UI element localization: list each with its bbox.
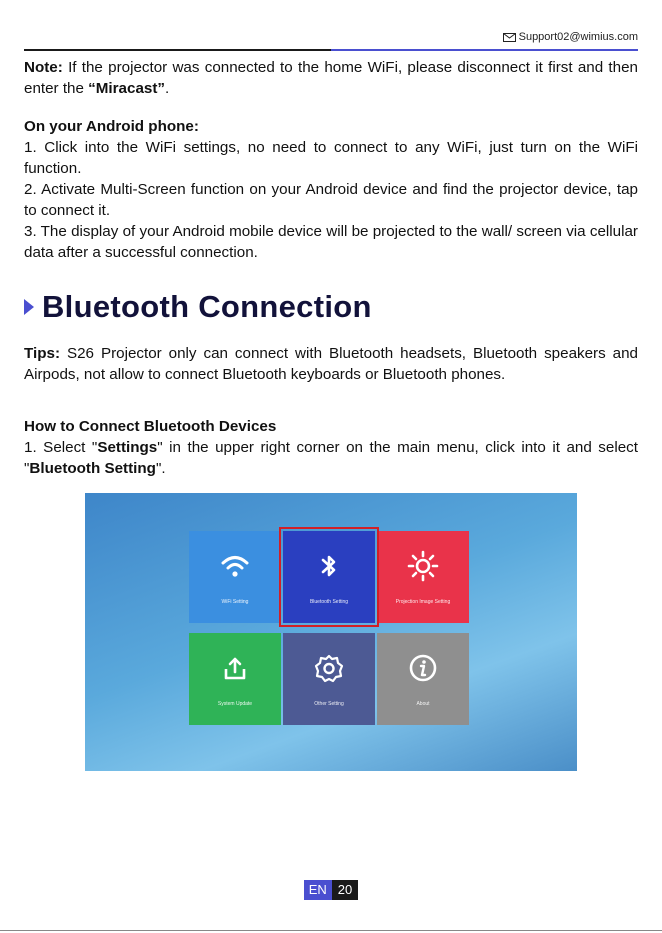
info-icon [406, 651, 440, 685]
triangle-bullet-icon [24, 299, 34, 315]
tile-about [377, 633, 469, 725]
tile-other-setting [283, 633, 375, 725]
tile-label: WiFi Setting [221, 599, 249, 605]
language-label: EN [304, 880, 332, 900]
howto-step-1 [24, 437, 638, 479]
tile-projection-image-setting [377, 531, 469, 623]
howto-step-text-a: 1. Select " [24, 439, 98, 456]
howto-settings-term: Settings [97, 439, 158, 456]
tile-label: Bluetooth Setting [309, 599, 349, 605]
tile-wifi-setting [189, 531, 281, 623]
page-number: 20 [332, 880, 358, 900]
tips-label: Tips: [24, 345, 61, 362]
mail-icon [503, 33, 516, 42]
section-title [24, 289, 372, 325]
page-number-badge [304, 880, 359, 900]
howto-bluetooth-term: Bluetooth Setting [29, 460, 156, 477]
note-text-a: If the projector was connected to the home WiFi, please disconnect it first and then enter the [24, 59, 638, 97]
section-title-text: Bluetooth Connection [42, 289, 372, 324]
support-email-text: Support02@wimius.com [518, 31, 638, 43]
gear-icon [312, 651, 346, 685]
howto-section [24, 416, 638, 479]
support-email [503, 31, 638, 43]
tile-label: Other Setting [314, 701, 344, 707]
tips-paragraph [24, 343, 638, 385]
note-text-b: . [165, 80, 170, 97]
bottom-rule [0, 930, 662, 931]
brightness-icon [406, 549, 440, 583]
bluetooth-highlight-box [279, 527, 379, 627]
howto-step-text-c: ". [155, 460, 166, 477]
android-step-2: 2. Activate Multi-Screen function on your Android device and find the projector device, tap to connect it. [24, 181, 638, 219]
android-heading: On your Android phone: [24, 118, 199, 135]
tile-label: About [416, 701, 430, 707]
tips-text: S26 Projector only can connect with Bluetooth headsets, Bluetooth speakers and Airpods, not allow to connect Bluetooth keyboards or Bluetooth phones. [24, 345, 638, 383]
android-step-3: 3. The display of your Android mobile device will be projected to the wall/ screen via cellular data after a successful connection. [24, 223, 638, 261]
tile-system-update [189, 633, 281, 725]
android-section [24, 116, 638, 263]
note-highlight: “Miracast” [88, 80, 165, 97]
wifi-icon [218, 549, 252, 583]
howto-heading: How to Connect Bluetooth Devices [24, 418, 277, 435]
header-rule [24, 49, 638, 51]
howto-step-text-b: " in the upper right corner on the main menu, click into it and select " [24, 439, 638, 477]
note-paragraph [24, 57, 638, 99]
page-footer [0, 880, 662, 900]
android-step-1: 1. Click into the WiFi settings, no need to connect to any WiFi, just turn on the WiFi function. [24, 139, 638, 177]
tile-label: Projection Image Setting [395, 599, 451, 605]
upload-icon [218, 651, 252, 685]
tile-label: System Update [217, 701, 253, 707]
note-label: Note: [24, 59, 63, 76]
